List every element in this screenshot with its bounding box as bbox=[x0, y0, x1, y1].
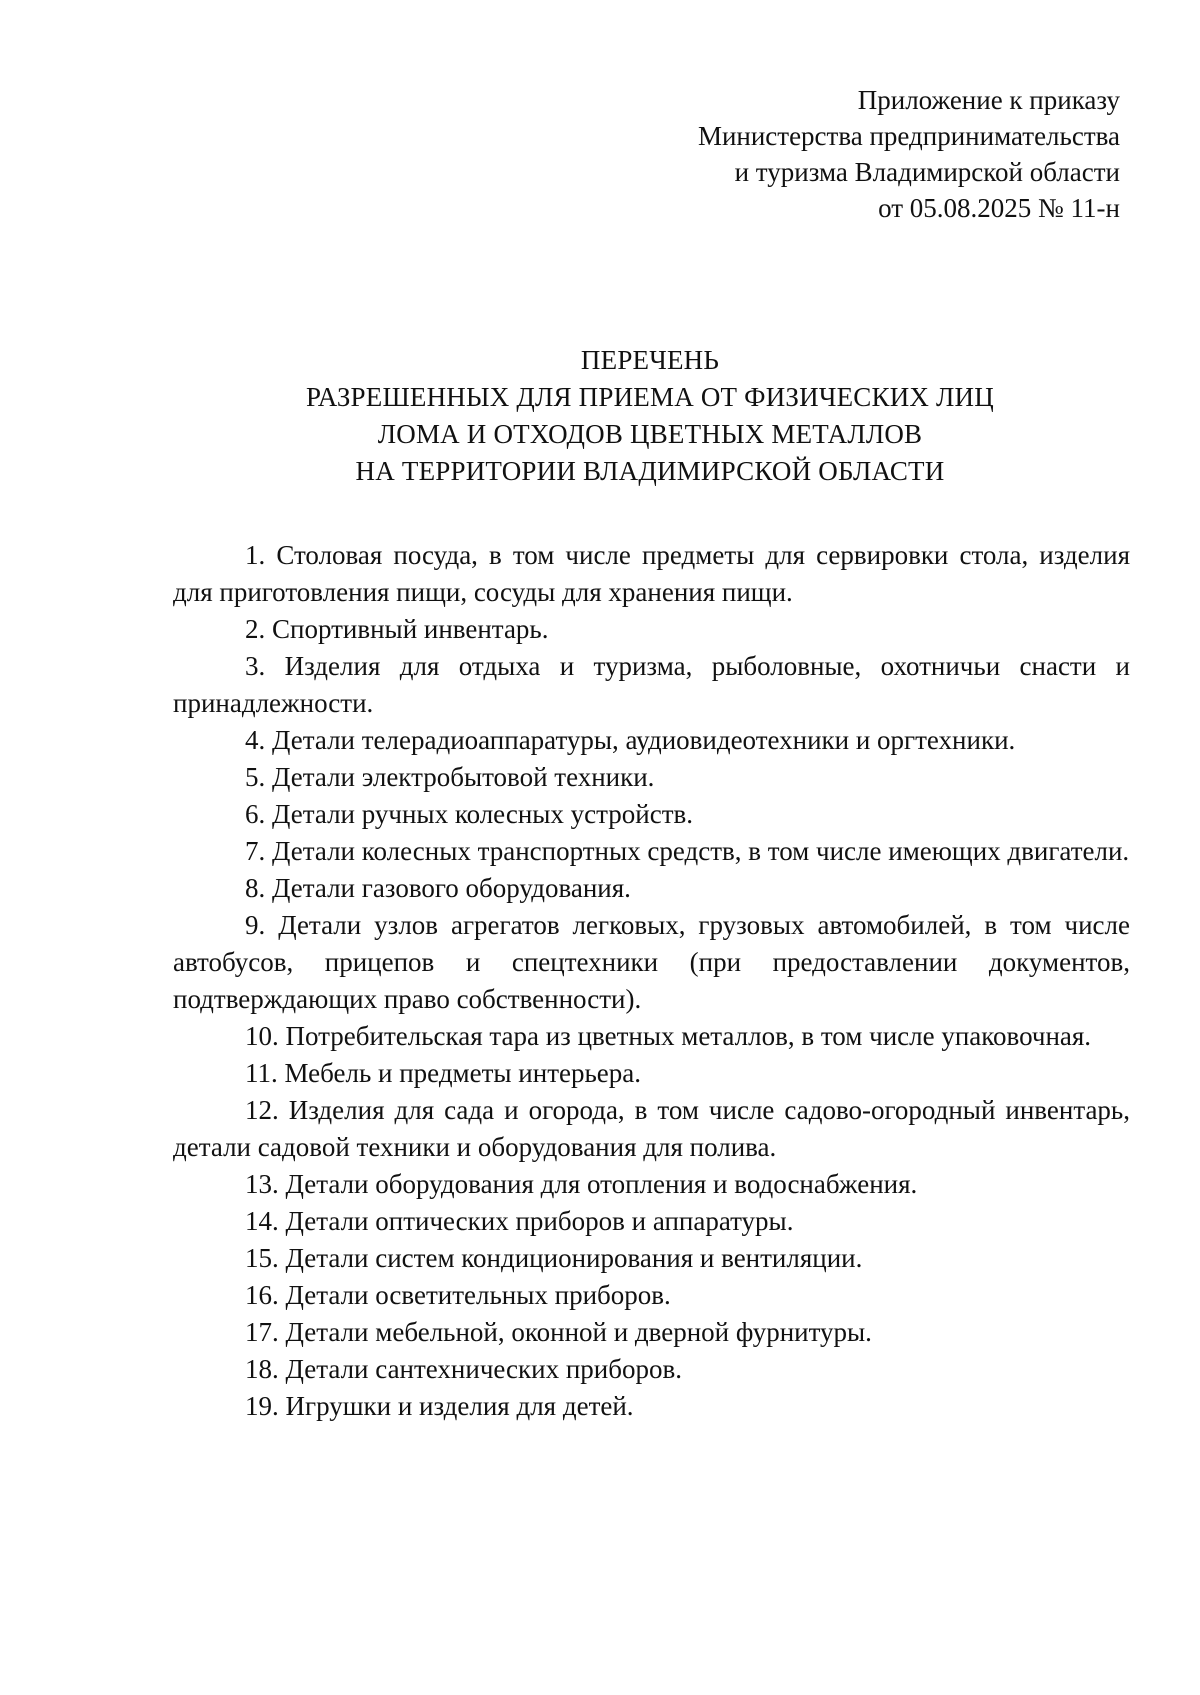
item-text: Детали оптических приборов и аппаратуры. bbox=[285, 1206, 794, 1236]
appendix-line-1: Приложение к приказу bbox=[857, 85, 1120, 115]
list-item bbox=[173, 1351, 1130, 1388]
item-number: 16. bbox=[245, 1280, 279, 1310]
item-text: Изделия для сада и огорода, в том числе садово-огородный инвентарь, детали садовой техники и оборудования для полива. bbox=[173, 1095, 1130, 1162]
item-text: Мебель и предметы интерьера. bbox=[284, 1058, 642, 1088]
list-item bbox=[173, 722, 1130, 759]
item-number: 9. bbox=[245, 910, 266, 940]
list-item bbox=[173, 648, 1130, 722]
title-line-3: ЛОМА И ОТХОДОВ ЦВЕТНЫХ МЕТАЛЛОВ bbox=[377, 419, 923, 449]
list-item bbox=[173, 1203, 1130, 1240]
list-item bbox=[173, 833, 1130, 870]
appendix-line-2: Министерства предпринимательства bbox=[697, 121, 1120, 151]
item-number: 11. bbox=[245, 1058, 278, 1088]
item-text: Детали колесных транспортных средств, в том числе имеющих двигатели. bbox=[272, 836, 1130, 866]
item-text: Столовая посуда, в том числе предметы для сервировки стола, изделия для приготовления пищи, сосуды для хранения пищи. bbox=[173, 540, 1130, 607]
item-number: 8. bbox=[245, 873, 266, 903]
list-item bbox=[173, 1277, 1130, 1314]
item-list bbox=[173, 537, 1130, 1425]
list-item bbox=[173, 759, 1130, 796]
list-item bbox=[173, 1240, 1130, 1277]
item-text: Детали систем кондиционирования и вентиляции. bbox=[285, 1243, 863, 1273]
list-item bbox=[173, 1388, 1130, 1425]
item-number: 10. bbox=[245, 1021, 279, 1051]
list-item bbox=[173, 537, 1130, 611]
list-item bbox=[173, 1166, 1130, 1203]
list-item bbox=[173, 1314, 1130, 1351]
title-line-4: НА ТЕРРИТОРИИ ВЛАДИМИРСКОЙ ОБЛАСТИ bbox=[355, 456, 945, 486]
item-text: Детали телерадиоаппаратуры, аудиовидеотехники и оргтехники. bbox=[272, 725, 1016, 755]
item-number: 2. bbox=[245, 614, 266, 644]
item-text: Игрушки и изделия для детей. bbox=[285, 1391, 634, 1421]
list-item bbox=[173, 907, 1130, 1018]
item-number: 7. bbox=[245, 836, 266, 866]
item-text: Детали электробытовой техники. bbox=[272, 762, 655, 792]
item-number: 15. bbox=[245, 1243, 279, 1273]
item-text: Детали сантехнических приборов. bbox=[285, 1354, 682, 1384]
item-number: 6. bbox=[245, 799, 266, 829]
item-number: 18. bbox=[245, 1354, 279, 1384]
item-text: Изделия для отдыха и туризма, рыболовные, охотничьи снасти и принадлежности. bbox=[173, 651, 1130, 718]
item-number: 4. bbox=[245, 725, 266, 755]
item-text: Детали узлов агрегатов легковых, грузовых автомобилей, в том числе автобусов, прицепов и спецтехники (при предоставлении документов, подтверждающих право собственности). bbox=[173, 910, 1130, 1014]
item-number: 14. bbox=[245, 1206, 279, 1236]
list-item bbox=[173, 611, 1130, 648]
document-title bbox=[170, 342, 1130, 490]
item-number: 19. bbox=[245, 1391, 279, 1421]
item-number: 5. bbox=[245, 762, 266, 792]
item-number: 17. bbox=[245, 1317, 279, 1347]
item-text: Детали оборудования для отопления и водоснабжения. bbox=[285, 1169, 918, 1199]
item-number: 1. bbox=[245, 540, 266, 570]
list-item bbox=[173, 796, 1130, 833]
item-text: Детали осветительных приборов. bbox=[285, 1280, 671, 1310]
list-item bbox=[173, 1055, 1130, 1092]
item-text: Детали ручных колесных устройств. bbox=[272, 799, 694, 829]
title-line-2: РАЗРЕШЕННЫХ ДЛЯ ПРИЕМА ОТ ФИЗИЧЕСКИХ ЛИЦ bbox=[306, 382, 994, 412]
list-item bbox=[173, 870, 1130, 907]
list-item bbox=[173, 1092, 1130, 1166]
title-line-1: ПЕРЕЧЕНЬ bbox=[580, 345, 720, 375]
item-text: Потребительская тара из цветных металлов, в том числе упаковочная. bbox=[285, 1021, 1092, 1051]
item-number: 13. bbox=[245, 1169, 279, 1199]
item-text: Детали мебельной, оконной и дверной фурнитуры. bbox=[285, 1317, 872, 1347]
item-text: Спортивный инвентарь. bbox=[272, 614, 549, 644]
appendix-header bbox=[698, 82, 1120, 226]
item-number: 12. bbox=[245, 1095, 279, 1125]
list-item bbox=[173, 1018, 1130, 1055]
item-number: 3. bbox=[245, 651, 266, 681]
item-text: Детали газового оборудования. bbox=[272, 873, 631, 903]
appendix-line-4: от 05.08.2025 № 11-н bbox=[878, 193, 1120, 223]
appendix-line-3: и туризма Владимирской области bbox=[734, 157, 1120, 187]
